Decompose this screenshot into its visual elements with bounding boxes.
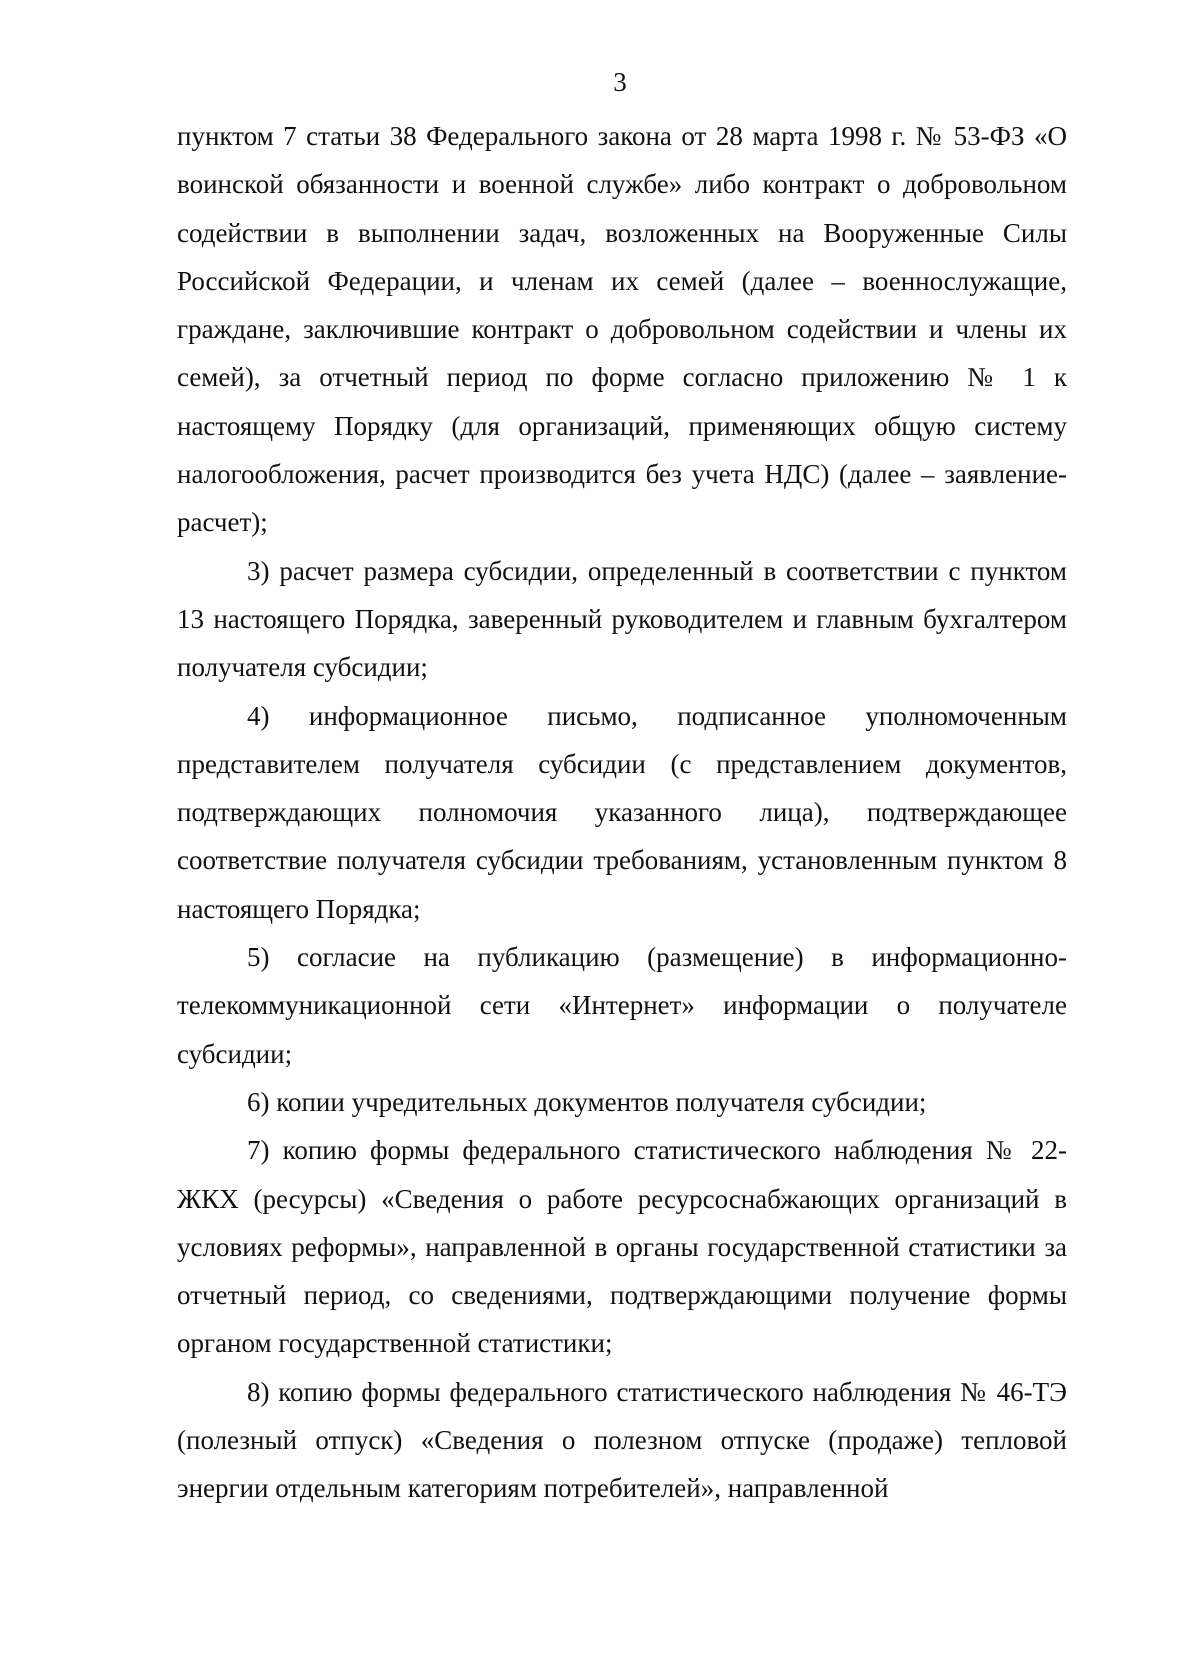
list-item-6: 6) копии учредительных документов получателя субсидии; — [247, 1086, 927, 1117]
document-body — [177, 112, 1067, 1513]
list-item-7: 7) копию формы федерального статистического наблюдения № 22-ЖКХ (ресурсы) «Сведения о работе ресурсоснабжающих организаций в условиях реформы», направленной в органы государственной статистики за отчетный период, со сведениями, подтверждающими получение формы органом государственной статистики; — [177, 1135, 1067, 1359]
page-number: 3 — [613, 67, 627, 97]
list-item-3: 3) расчет размера субсидии, определенный в соответствии с пунктом 13 настоящего Порядка, заверенный руководителем и главным бухгалтером получателя субсидии; — [177, 555, 1067, 683]
list-item-8: 8) копию формы федерального статистического наблюдения № 46-ТЭ (полезный отпуск) «Сведения о полезном отпуске (продаже) тепловой энергии отдельным категориям потребителей», направленной — [177, 1376, 1067, 1504]
paragraph-continuation: пунктом 7 статьи 38 Федерального закона от 28 марта 1998 г. № 53-ФЗ «О воинской обязанности и военной службе» либо контракт о добровольном содействии в выполнении задач, возложенных на Вооруженные Силы Российской Федерации, и членам их семей (далее – военнослужащие, граждане, заключившие контракт о добровольном содействии и члены их семей), за отчетный период по форме согласно приложению № 1 к настоящему Порядку (для организаций, применяющих общую систему налогообложения, расчет производится без учета НДС) (далее – заявление-расчет); — [177, 121, 1067, 538]
list-item-4: 4) информационное письмо, подписанное уполномоченным представителем получателя субсидии (с представлением документов, подтверждающих полномочия указанного лица), подтверждающее соответствие получателя субсидии требованиям, установленным пунктом 8 настоящего Порядка; — [177, 700, 1067, 924]
list-item-5: 5) согласие на публикацию (размещение) в информационно-телекоммуникационной сети «Интернет» информации о получателе субсидии; — [177, 942, 1067, 1069]
